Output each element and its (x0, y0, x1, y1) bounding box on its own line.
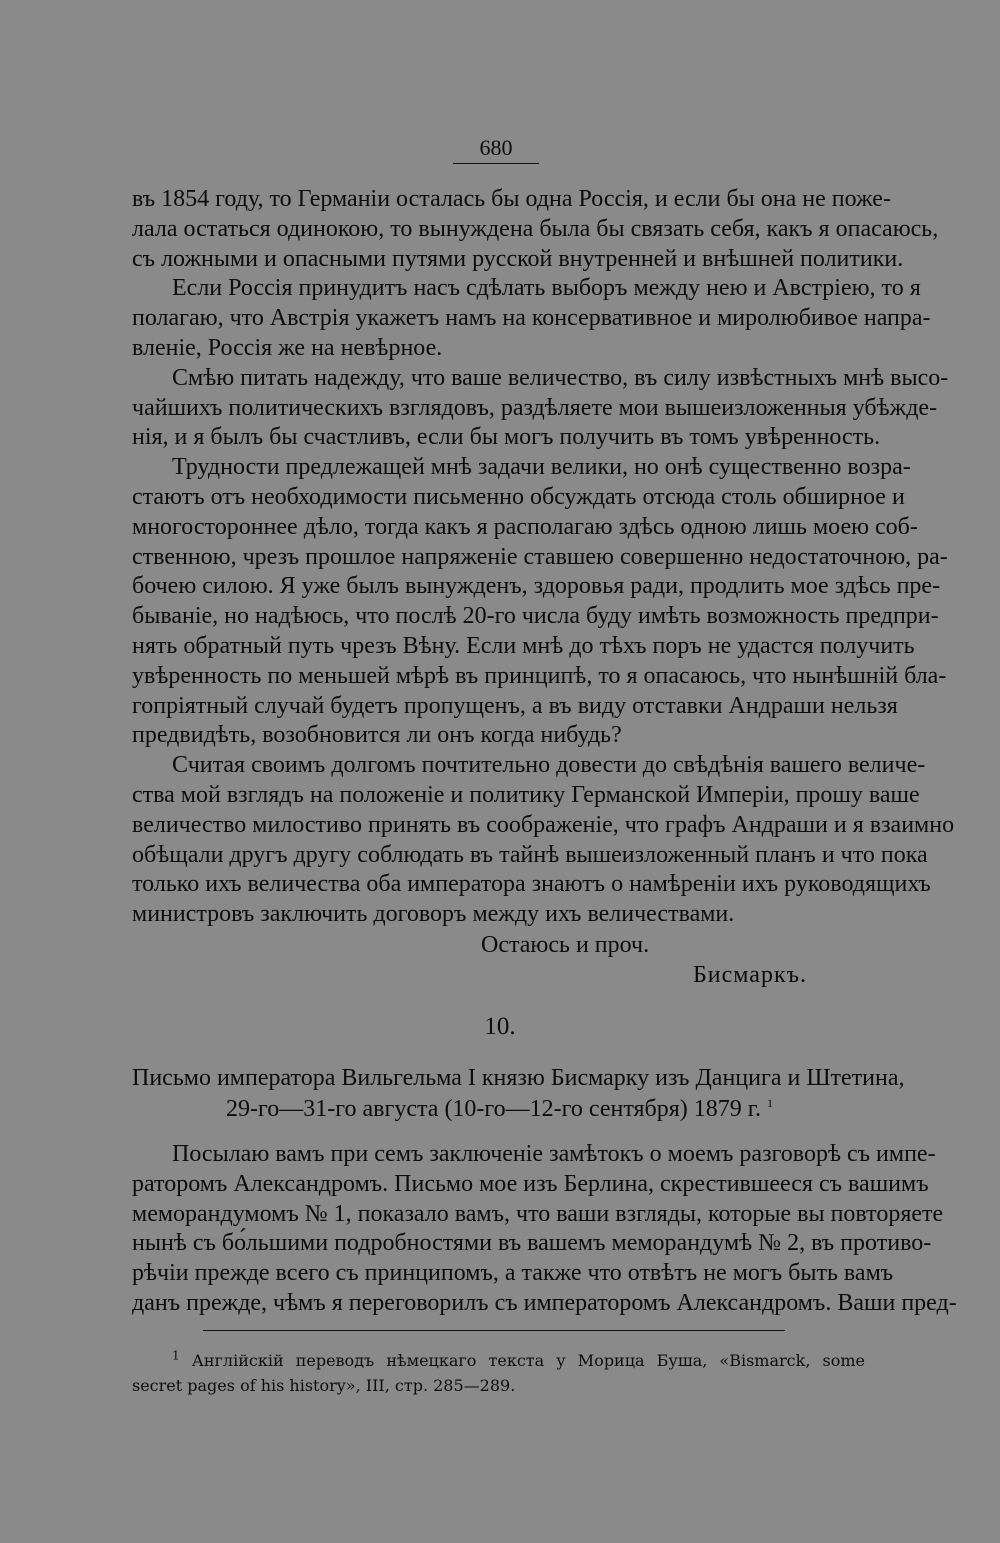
paragraph (132, 274, 931, 363)
paragraph (132, 185, 939, 274)
text-line: меморандумомъ № 1, показало вамъ, что ваши взгляды, которые вы повторяете (132, 1200, 944, 1227)
text-line: предвидѣть, возобновится ли онъ когда нибудь? (132, 722, 622, 749)
footnote-reference[interactable]: 1 (766, 1096, 773, 1110)
document-heading (132, 1063, 905, 1125)
text-line: лала остаться одинокою, то вынуждена была бы связать себя, какъ я опасаюсь, (132, 215, 939, 242)
heading-line: Письмо императора Вильгельма I князю Бисмарку изъ Данцига и Штетина, (132, 1065, 905, 1091)
text-line: Считая своимъ долгомъ почтительно довести до свѣдѣнія вашего величе- (172, 752, 926, 779)
letter-closing: Остаюсь и проч. (481, 932, 650, 958)
text-line: бываніе, но надѣюсь, что послѣ 20-го числа буду имѣть возможность предпри- (132, 603, 939, 630)
letter-10-body (132, 1140, 957, 1319)
heading-line-text: 29-го—31-го августа (10-го—12-го сентября) 1879 г. (226, 1096, 761, 1122)
text-line: обѣщали другъ другу соблюдать въ тайнѣ вышеизложенный планъ и что пока (132, 841, 928, 868)
text-line: увѣренность по меньшей мѣрѣ въ принципѣ, то я опасаюсь, что нынѣшній бла- (132, 662, 947, 689)
footnote-line (132, 1348, 865, 1373)
text-line: величество милостиво принять въ соображеніе, что графъ Андраши и я взаимно (132, 811, 955, 838)
footnote (132, 1348, 865, 1398)
paragraph (132, 751, 955, 930)
text-line: нынѣ съ бо́льшими подробностями въ вашемъ меморандумѣ № 2, въ противо- (132, 1230, 932, 1257)
text-line: съ ложными и опасными путями русской внутренней и внѣшней политики. (132, 245, 904, 272)
text-line: Если Россія принудитъ насъ сдѣлать выборъ между нею и Австріею, то я (172, 275, 921, 302)
text-line: данъ прежде, чѣмъ я переговорилъ съ императоромъ Александромъ. Ваши пред- (132, 1289, 957, 1316)
text-line: Посылаю вамъ при семъ заключеніе замѣтокъ о моемъ разговорѣ съ импе- (172, 1141, 936, 1167)
text-line: ства мой взглядъ на положеніе и политику Германской Имперіи, прошу ваше (132, 781, 920, 808)
text-line: стаютъ отъ необходимости письменно обсуждать отсюда столь обширное и (132, 483, 905, 510)
paragraph (132, 453, 948, 751)
text-line: ственною, чрезъ прошлое напряженіе ставшею совершенно недостаточною, ра- (132, 543, 948, 570)
letter-9-body (132, 185, 955, 930)
text-line: полагаю, что Австрія укажетъ намъ на консервативное и миролюбивое напра- (132, 305, 931, 332)
text-line: только ихъ величества оба императора знаютъ о намѣреніи ихъ руководящихъ (132, 871, 931, 898)
footnote-text: Англійскій переводъ нѣмецкаго текста у Морица Буша, «Bismarck, some (191, 1351, 865, 1370)
text-line: гопріятный случай будетъ пропущенъ, а въ виду отставки Андраши нельзя (132, 692, 898, 719)
text-line: раторомъ Александромъ. Письмо мое изъ Берлина, скрестившееся съ вашимъ (132, 1170, 929, 1197)
text-line: многостороннее дѣло, тогда какъ я располагаю здѣсь одною лишь моею соб- (132, 513, 918, 540)
paragraph (132, 1140, 957, 1319)
text-line: чайшихъ политическихъ взглядовъ, раздѣляете мои вышеизложенныя убѣжде- (132, 394, 938, 421)
text-line: Смѣю питать надежду, что ваше величество, въ силу извѣстныхъ мнѣ высо- (172, 364, 949, 391)
text-line: бочею силою. Я уже былъ вынужденъ, здоровья ради, продлить мое здѣсь пре- (132, 573, 941, 600)
footnote-line: secret pages of his history», III, стр. 285—289. (132, 1376, 516, 1395)
page-number: 680 (453, 133, 539, 164)
text-line: въ 1854 году, то Германіи осталась бы одна Россія, и если бы она не поже- (132, 186, 891, 212)
footnote-divider (203, 1330, 785, 1331)
text-line: нія, и я былъ бы счастливъ, если бы могъ получить въ томъ увѣренность. (132, 424, 881, 451)
text-line: Трудности предлежащей мнѣ задачи велики, но онѣ существенно возра- (172, 454, 911, 481)
text-line: министровъ заключить договоръ между ихъ величествами. (132, 901, 735, 928)
document-number: 10. (484, 1013, 516, 1040)
signature: Бисмаркъ. (693, 962, 808, 988)
text-line: нять обратный путь чрезъ Вѣну. Если мнѣ до тѣхъ поръ не удастся получить (132, 632, 915, 659)
text-line: рѣчіи прежде всего съ принципомъ, а также что отвѣтъ не могъ быть вамъ (132, 1260, 894, 1287)
text-line: вленіе, Россія же на невѣрное. (132, 334, 443, 361)
paragraph (132, 364, 949, 453)
footnote-mark: 1 (172, 1348, 180, 1363)
heading-line (132, 1094, 867, 1125)
